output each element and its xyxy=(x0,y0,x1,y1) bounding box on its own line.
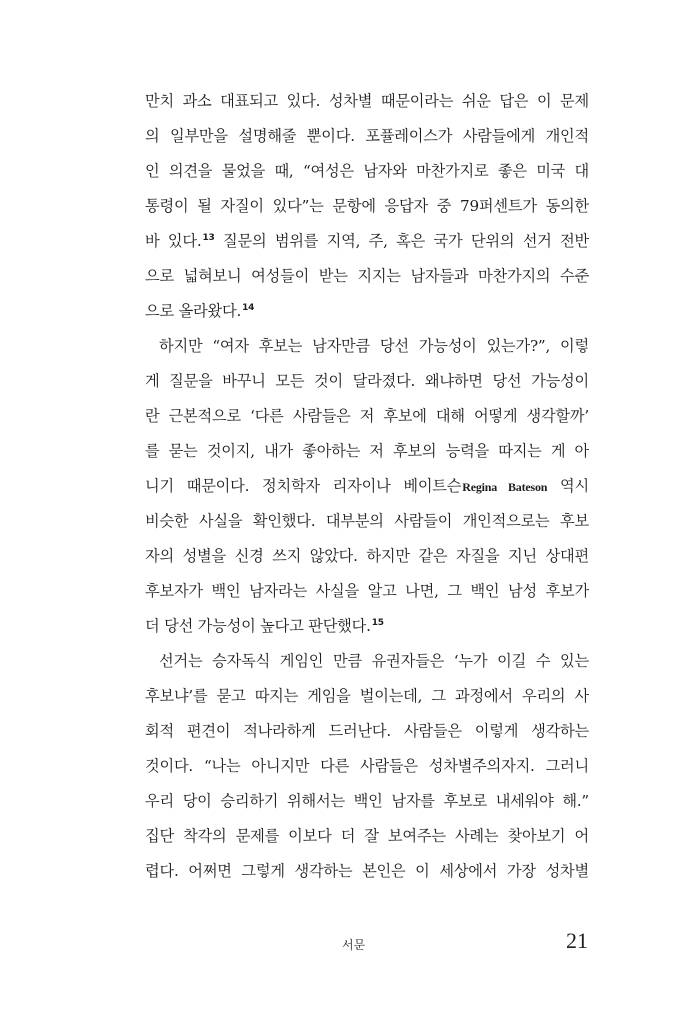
page-number: 21 xyxy=(566,928,588,953)
text-line-17: 선거는 승자독식 게임인 만큼 유권자들은 ‘누가 이길 수 있는 xyxy=(159,652,589,670)
text-segment: 질문의 범위를 지역, 주, 혹은 국가 단위의 선거 전반 xyxy=(214,232,589,250)
text-segment: 니기 때문이다. 정치학자 리자이나 베이트슨 xyxy=(145,477,462,495)
text-line-10: 란 근본적으로 ‘다른 사람들은 저 후보에 대해 어떻게 생각할까’ xyxy=(145,407,589,425)
text-line-5 xyxy=(145,226,589,256)
text-line-6: 으로 넓혀보니 여성들이 받는 지지는 남자들과 마찬가지의 수준 xyxy=(145,267,589,285)
text-line-21: 우리 당이 승리하기 위해서는 백인 남자를 후보로 내세워야 해.” xyxy=(145,792,589,810)
running-footer-title: 서문 xyxy=(342,938,366,952)
text-segment: 역시 xyxy=(547,477,589,495)
text-line-3: 인 의견을 물었을 때, “여성은 남자와 마찬가지로 좋은 미국 대 xyxy=(145,162,589,180)
text-line-18: 후보냐’를 묻고 따지는 게임을 벌이는데, 그 과정에서 우리의 사 xyxy=(145,687,589,705)
text-line-4: 통령이 될 자질이 있다”는 문항에 응답자 중 79퍼센트가 동의한 xyxy=(145,197,589,215)
endnote-ref-13: 13 xyxy=(202,232,215,243)
text-line-8: 하지만 “여자 후보는 남자만큼 당선 가능성이 있는가?”, 이렇 xyxy=(159,337,589,355)
text-line-1: 만치 과소 대표되고 있다. 성차별 때문이라는 쉬운 답은 이 문제 xyxy=(145,92,589,110)
text-line-7 xyxy=(145,296,589,326)
text-line-20: 것이다. “나는 아니지만 다른 사람들은 성차별주의자지. 그러니 xyxy=(145,757,589,775)
text-segment: 더 당선 가능성이 높다고 판단했다. xyxy=(145,617,371,635)
text-line-11: 를 묻는 것이지, 내가 좋아하는 저 후보의 능력을 따지는 게 아 xyxy=(145,442,589,460)
text-line-2: 의 일부만을 설명해줄 뿐이다. 포퓰레이스가 사람들에게 개인적 xyxy=(145,127,589,145)
text-line-13: 비슷한 사실을 확인했다. 대부분의 사람들이 개인적으로는 후보 xyxy=(145,512,589,530)
endnote-ref-14: 14 xyxy=(242,302,255,313)
text-line-22: 집단 착각의 문제를 이보다 더 잘 보여주는 사례는 찾아보기 어 xyxy=(145,827,589,845)
text-line-9: 게 질문을 바꾸니 모든 것이 달라졌다. 왜냐하면 당선 가능성이 xyxy=(145,372,589,390)
text-line-19: 회적 편견이 적나라하게 드러난다. 사람들은 이렇게 생각하는 xyxy=(145,722,589,740)
text-segment: 바 있다. xyxy=(145,232,202,250)
text-line-16 xyxy=(145,611,589,641)
text-line-15: 후보자가 백인 남자라는 사실을 알고 나면, 그 백인 남성 후보가 xyxy=(145,582,589,600)
text-line-23: 렵다. 어쩌면 그렇게 생각하는 본인은 이 세상에서 가장 성차별 xyxy=(145,862,589,880)
name-romanization: Regina Bateson xyxy=(462,480,548,494)
text-line-14: 자의 성별을 신경 쓰지 않았다. 하지만 같은 자질을 지닌 상대편 xyxy=(145,547,589,565)
endnote-ref-15: 15 xyxy=(371,617,384,628)
text-line-12 xyxy=(145,471,589,501)
text-segment: 으로 올라왔다. xyxy=(145,302,242,320)
